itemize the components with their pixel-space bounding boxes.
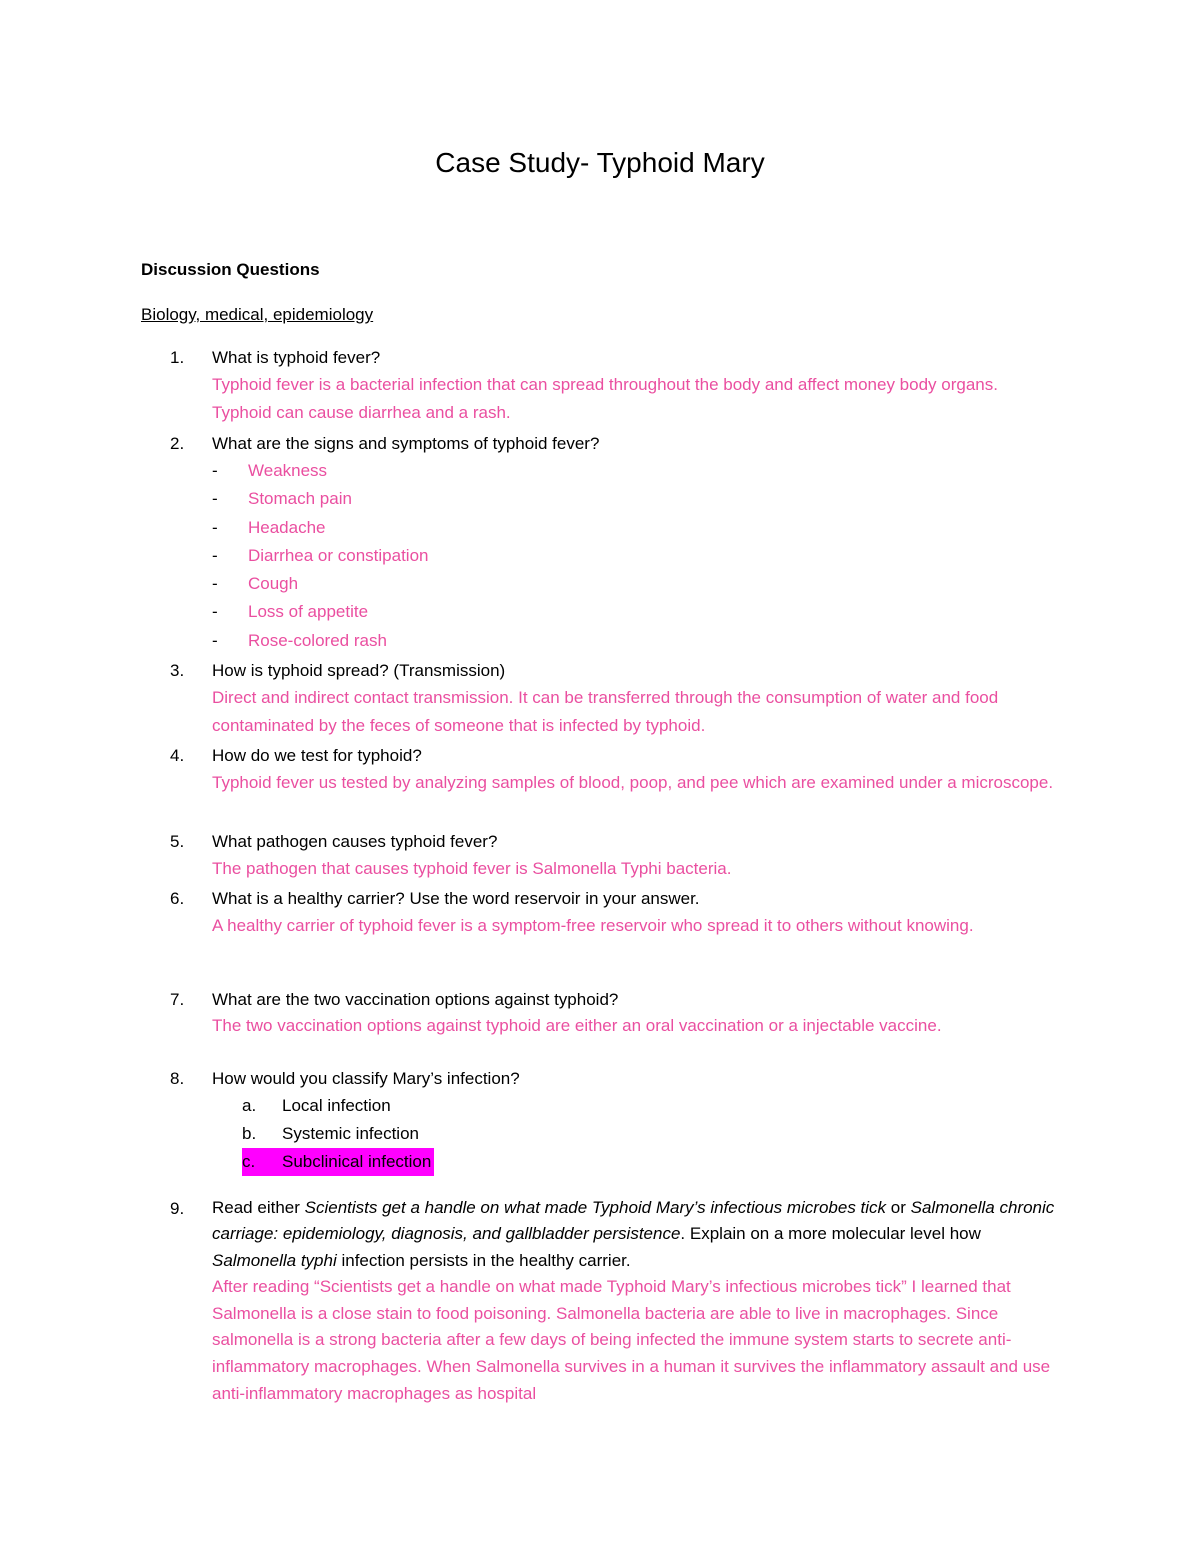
- question-number: 8.: [170, 1069, 185, 1088]
- answer-text: The pathogen that causes typhoid fever is Salmonella Typhi bacteria.: [212, 859, 732, 878]
- symptom-item: - Stomach pain: [212, 489, 352, 509]
- option-local: a. Local infection: [242, 1096, 391, 1115]
- species-name: Salmonella typhi: [212, 1250, 337, 1270]
- option-subclinical-highlighted: c. Subclinical infection: [242, 1148, 1070, 1176]
- question-text: What is typhoid fever?: [212, 348, 381, 367]
- question-text: What is a healthy carrier? Use the word reservoir in your answer.: [212, 889, 700, 908]
- question-item-2: [170, 430, 1070, 655]
- question-number: 1.: [170, 348, 185, 367]
- answer-text: After reading “Scientists get a handle on what made Typhoid Mary’s infectious microbes tick” I learned that Salmonella is a close stain to food poisoning. Salmonella bacteria are able to live in macrophages. Since salmonella is a strong bacteria after a few days of being infected the immune system starts to secrete anti-inflammatory macrophages. When Salmonella survives in a human it survives the inflammatory assault and use anti-inflammatory macrophages as hospital: [212, 1276, 1051, 1404]
- question-number: 3.: [170, 661, 185, 680]
- question-item-9: [170, 1195, 1070, 1408]
- symptom-item: - Weakness: [212, 461, 328, 480]
- question-item-6: [170, 885, 1070, 940]
- question-text: How do we test for typhoid?: [212, 746, 422, 765]
- question-text: What pathogen causes typhoid fever?: [212, 832, 498, 851]
- symptom-item: - Loss of appetite: [212, 602, 369, 622]
- answer-text: A healthy carrier of typhoid fever is a symptom-free reservoir who spread it to others without knowing.: [212, 916, 974, 935]
- document-title: Case Study- Typhoid Mary: [435, 147, 765, 178]
- question-number: 5.: [170, 832, 185, 851]
- article-title-1: Scientists get a handle on what made Typhoid Mary’s infectious microbes tick: [304, 1198, 887, 1217]
- question-item-8: [170, 1065, 1070, 1176]
- question-item-3: [170, 657, 1070, 739]
- symptom-item: - Rose-colored rash: [212, 630, 387, 650]
- question-number: 6.: [170, 889, 185, 908]
- question-item-1: [170, 344, 1070, 426]
- answer-text: Typhoid fever is a bacterial infection that can spread throughout the body and affect money body organs. Typhoid can cause diarrhea and a rash.: [212, 375, 998, 422]
- question-number: 2.: [170, 434, 185, 453]
- answer-text: The two vaccination options against typhoid are either an oral vaccination or a injectable vaccine.: [212, 1016, 942, 1035]
- symptom-item: - Cough: [212, 574, 299, 594]
- question-number: 4.: [170, 746, 185, 765]
- question-item-4: [170, 742, 1070, 797]
- question-text: What are the two vaccination options against typhoid?: [212, 990, 619, 1009]
- section-heading: Discussion Questions: [141, 260, 320, 279]
- symptom-item: - Diarrhea or constipation: [212, 545, 429, 565]
- answer-text: Direct and indirect contact transmission. It can be transferred through the consumption of water and food contaminated by the feces of someone that is infected by typhoid.: [212, 688, 999, 735]
- question-item-7: [170, 986, 1070, 1040]
- question-text: What are the signs and symptoms of typhoid fever?: [212, 434, 600, 453]
- question-item-5: [170, 828, 1070, 883]
- question-text: How is typhoid spread? (Transmission): [212, 661, 506, 680]
- article-title-2: Salmonella chronic carriage: epidemiology, diagnosis, and gallbladder persistence: [212, 1198, 1055, 1244]
- question-text: How would you classify Mary’s infection?: [212, 1069, 520, 1088]
- question-number: 7.: [170, 990, 185, 1009]
- question-text: Read either Scientists get a handle on what made Typhoid Mary’s infectious microbes tick or Salmonella chronic carriage: epidemiology, diagnosis, and gallbladder persistence. Explain on a more molecular level how Salmonella typhi infection persists in the healthy carrier.: [212, 1198, 1055, 1270]
- section-subheading: Biology, medical, epidemiology: [141, 305, 374, 324]
- answer-text: Typhoid fever us tested by analyzing samples of blood, poop, and pee which are examined under a microscope.: [212, 773, 1054, 792]
- question-number: 9.: [170, 1199, 185, 1218]
- symptom-item: - Headache: [212, 517, 326, 537]
- option-systemic: b. Systemic infection: [242, 1124, 419, 1143]
